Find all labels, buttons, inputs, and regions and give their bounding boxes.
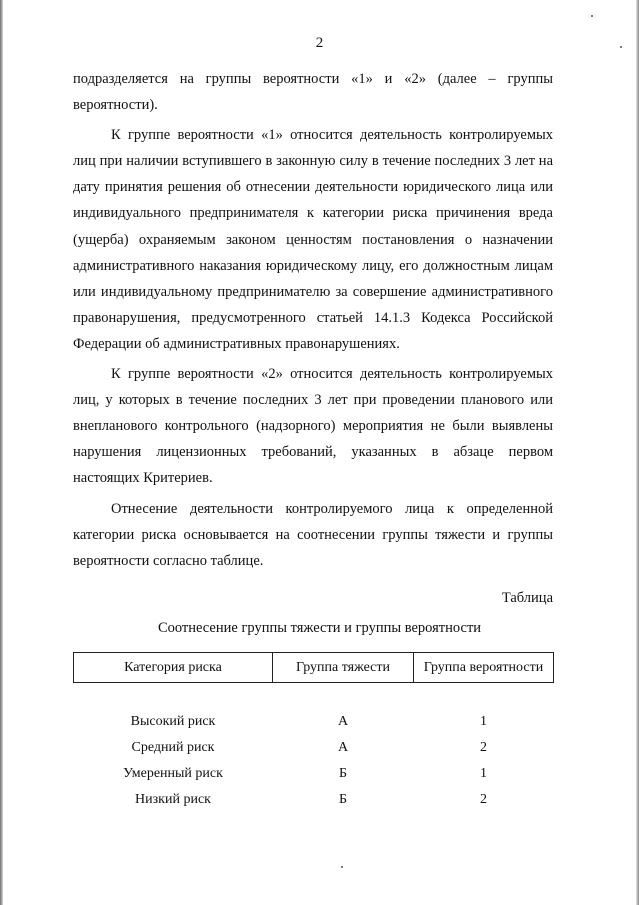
cell-severity-group: Б (338, 766, 348, 781)
cell-probability-group: 2 (480, 740, 487, 755)
table-row (74, 735, 554, 761)
scan-left-edge (0, 0, 3, 905)
table-row (74, 709, 554, 735)
paragraph-2: К группе вероятности «1» относится деятельность контролируемых лиц при наличии вступившего в законную силу в течение последних 3 лет на дату принятия решения об отнесении деятельности юридического лица или индивидуального предпринимателя к категории риска причинения вреда (ущерба) охраняемым законом ценностям постановления о назначении административного наказания юридическому лицу, его должностным лицам или индивидуальному предпринимателю за совершение административного правонарушения, предусмотренного статьей 14.1.3 Кодекса Российской Федерации об административных правонарушениях. (73, 127, 553, 352)
header-probability-group: Группа вероятности (414, 653, 554, 683)
table-spacer-row (74, 683, 554, 710)
table-header-row (74, 653, 554, 683)
cell-probability-group: 1 (480, 766, 487, 781)
cell-severity-group: Б (338, 792, 348, 807)
cell-severity-group: А (337, 714, 349, 729)
paragraph-3: К группе вероятности «2» относится деятельность контролируемых лиц, у которых в течение последних 3 лет при проведении планового или внепланового контрольного (надзорного) мероприятия не были выявлены нарушения лицензионных требований, указанных в абзаце первом настоящих Критериев. (73, 366, 553, 487)
cell-risk-category: Средний риск (131, 740, 215, 755)
scan-speck (620, 46, 622, 48)
body-text (73, 66, 553, 574)
cell-risk-category: Низкий риск (135, 792, 211, 807)
risk-table (73, 652, 554, 813)
cell-risk-category: Умеренный риск (123, 766, 223, 781)
cell-probability-group: 1 (480, 714, 487, 729)
cell-probability-group: 2 (480, 792, 487, 807)
scan-speck (591, 15, 593, 17)
table-row (74, 761, 554, 787)
cell-risk-category: Высокий риск (130, 714, 216, 729)
cell-severity-group: А (337, 740, 349, 755)
table-title: Соотнесение группы тяжести и группы вероятности (157, 620, 482, 636)
page-number: 2 (315, 35, 324, 51)
scan-speck (341, 866, 343, 868)
header-severity-group: Группа тяжести (273, 653, 414, 683)
table-label: Таблица (501, 590, 553, 606)
header-risk-category: Категория риска (74, 653, 273, 683)
table-row (74, 787, 554, 813)
paragraph-4: Отнесение деятельности контролируемого лица к определенной категории риска основывается на соотнесении группы тяжести и группы вероятности согласно таблице. (73, 500, 553, 569)
paragraph-1: подразделяется на группы вероятности «1» и «2» (далее – группы вероятности). (73, 71, 553, 114)
